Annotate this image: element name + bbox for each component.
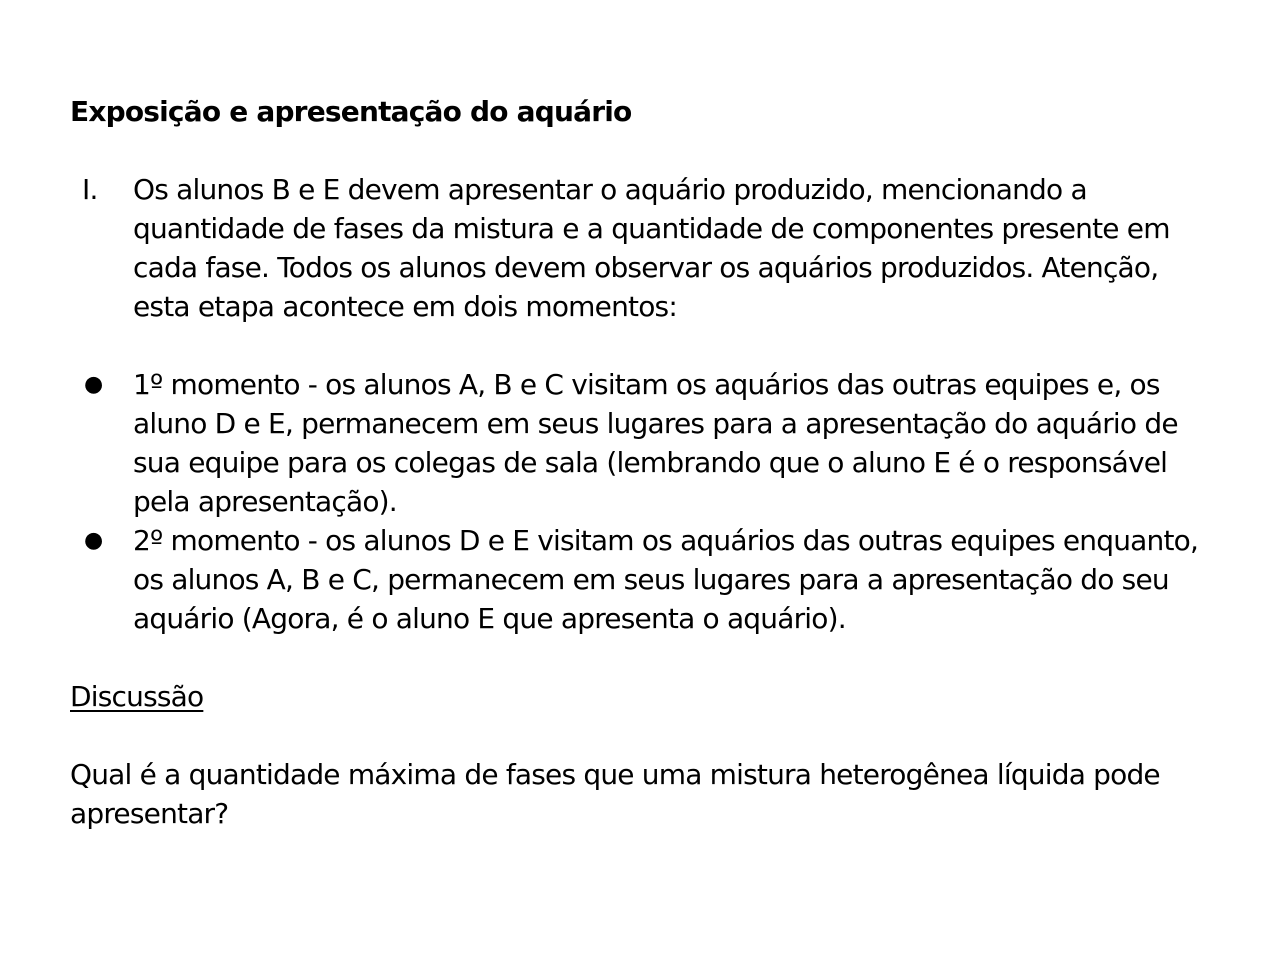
bullet-text: 1º momento - os alunos A, B e C visitam os aquários das outras equipes e, os aluno D e E, permanecem em seus lugares para a apresentação do aquário de sua equipe para os colegas de sala (lembrando que o aluno E é o responsável pela apresentação).: [133, 368, 1178, 518]
page-title: Exposição e apresentação do aquário: [70, 95, 632, 128]
document-page: [70, 92, 1220, 833]
discussion-question: Qual é a quantidade máxima de fases que uma mistura heterogênea líquida pode apresentar?: [70, 758, 1160, 830]
roman-numeral-marker: I.: [82, 173, 98, 206]
spacer: [70, 131, 1220, 170]
bullet-item-first-moment: [70, 365, 1220, 521]
roman-item-text: Os alunos B e E devem apresentar o aquário produzido, mencionando a quantidade de fases da mistura e a quantidade de componentes presente em cada fase. Todos os alunos devem observar os aquários produzidos. Atenção, esta etapa acontece em dois momentos:: [133, 173, 1170, 323]
spacer: [70, 638, 1220, 677]
bullet-icon: ●: [84, 528, 103, 553]
bullet-text: 2º momento - os alunos D e E visitam os aquários das outras equipes enquanto, os alunos A, B e C, permanecem em seus lugares para a apresentação do seu aquário (Agora, é o aluno E que apresenta o aquário).: [133, 524, 1199, 635]
spacer: [70, 326, 1220, 365]
bullet-icon: ●: [84, 372, 103, 397]
bullet-item-second-moment: [70, 521, 1220, 638]
discussion-heading: Discussão: [70, 680, 204, 713]
roman-list-item: [70, 170, 1220, 326]
spacer: [70, 716, 1220, 755]
